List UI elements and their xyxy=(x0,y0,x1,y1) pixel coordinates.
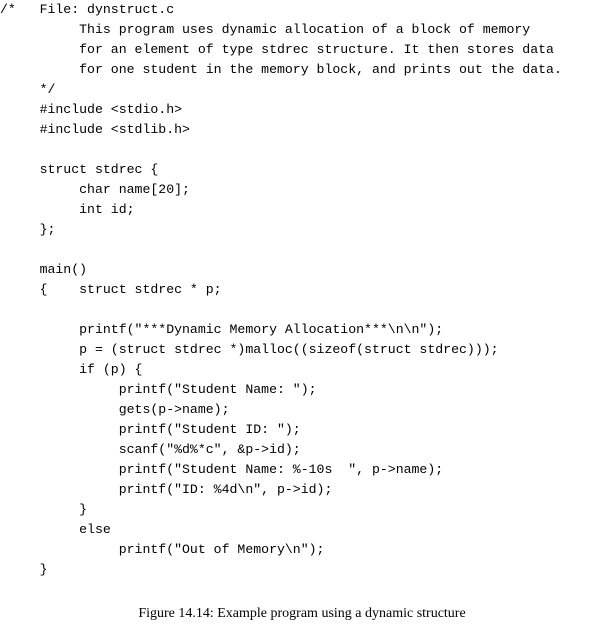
code-line: */ xyxy=(0,82,56,97)
code-line: This program uses dynamic allocation of a block of memory xyxy=(0,22,531,37)
code-line: #include <stdio.h> xyxy=(0,102,183,117)
code-line: else xyxy=(0,522,111,537)
code-line: p = (struct stdrec *)malloc((sizeof(struct stdrec))); xyxy=(0,342,499,357)
code-line: int id; xyxy=(0,202,135,217)
code-line: printf("Student Name: "); xyxy=(0,382,317,397)
figure-caption: Figure 14.14: Example program using a dynamic structure xyxy=(138,606,466,621)
code-line: printf("Out of Memory\n"); xyxy=(0,542,325,557)
code-line: for an element of type stdrec structure. It then stores data xyxy=(0,42,554,57)
code-line: for one student in the memory block, and prints out the data. xyxy=(0,62,562,77)
code-line: gets(p->name); xyxy=(0,402,230,417)
code-line: /* File: dynstruct.c xyxy=(0,2,175,17)
code-line: scanf("%d%*c", &p->id); xyxy=(0,442,301,457)
code-line: printf("Student Name: %-10s ", p->name); xyxy=(0,462,444,477)
code-line: #include <stdlib.h> xyxy=(0,122,190,137)
code-line: printf("***Dynamic Memory Allocation***\n\n"); xyxy=(0,322,444,337)
code-line: char name[20]; xyxy=(0,182,190,197)
code-line: printf("Student ID: "); xyxy=(0,422,301,437)
code-line: printf("ID: %4d\n", p->id); xyxy=(0,482,333,497)
code-line: } xyxy=(0,562,48,577)
code-line: struct stdrec { xyxy=(0,162,159,177)
code-line: { struct stdrec * p; xyxy=(0,282,222,297)
code-line: }; xyxy=(0,222,56,237)
code-line: main() xyxy=(0,262,88,277)
code-line: } xyxy=(0,502,88,517)
code-line: if (p) { xyxy=(0,362,143,377)
